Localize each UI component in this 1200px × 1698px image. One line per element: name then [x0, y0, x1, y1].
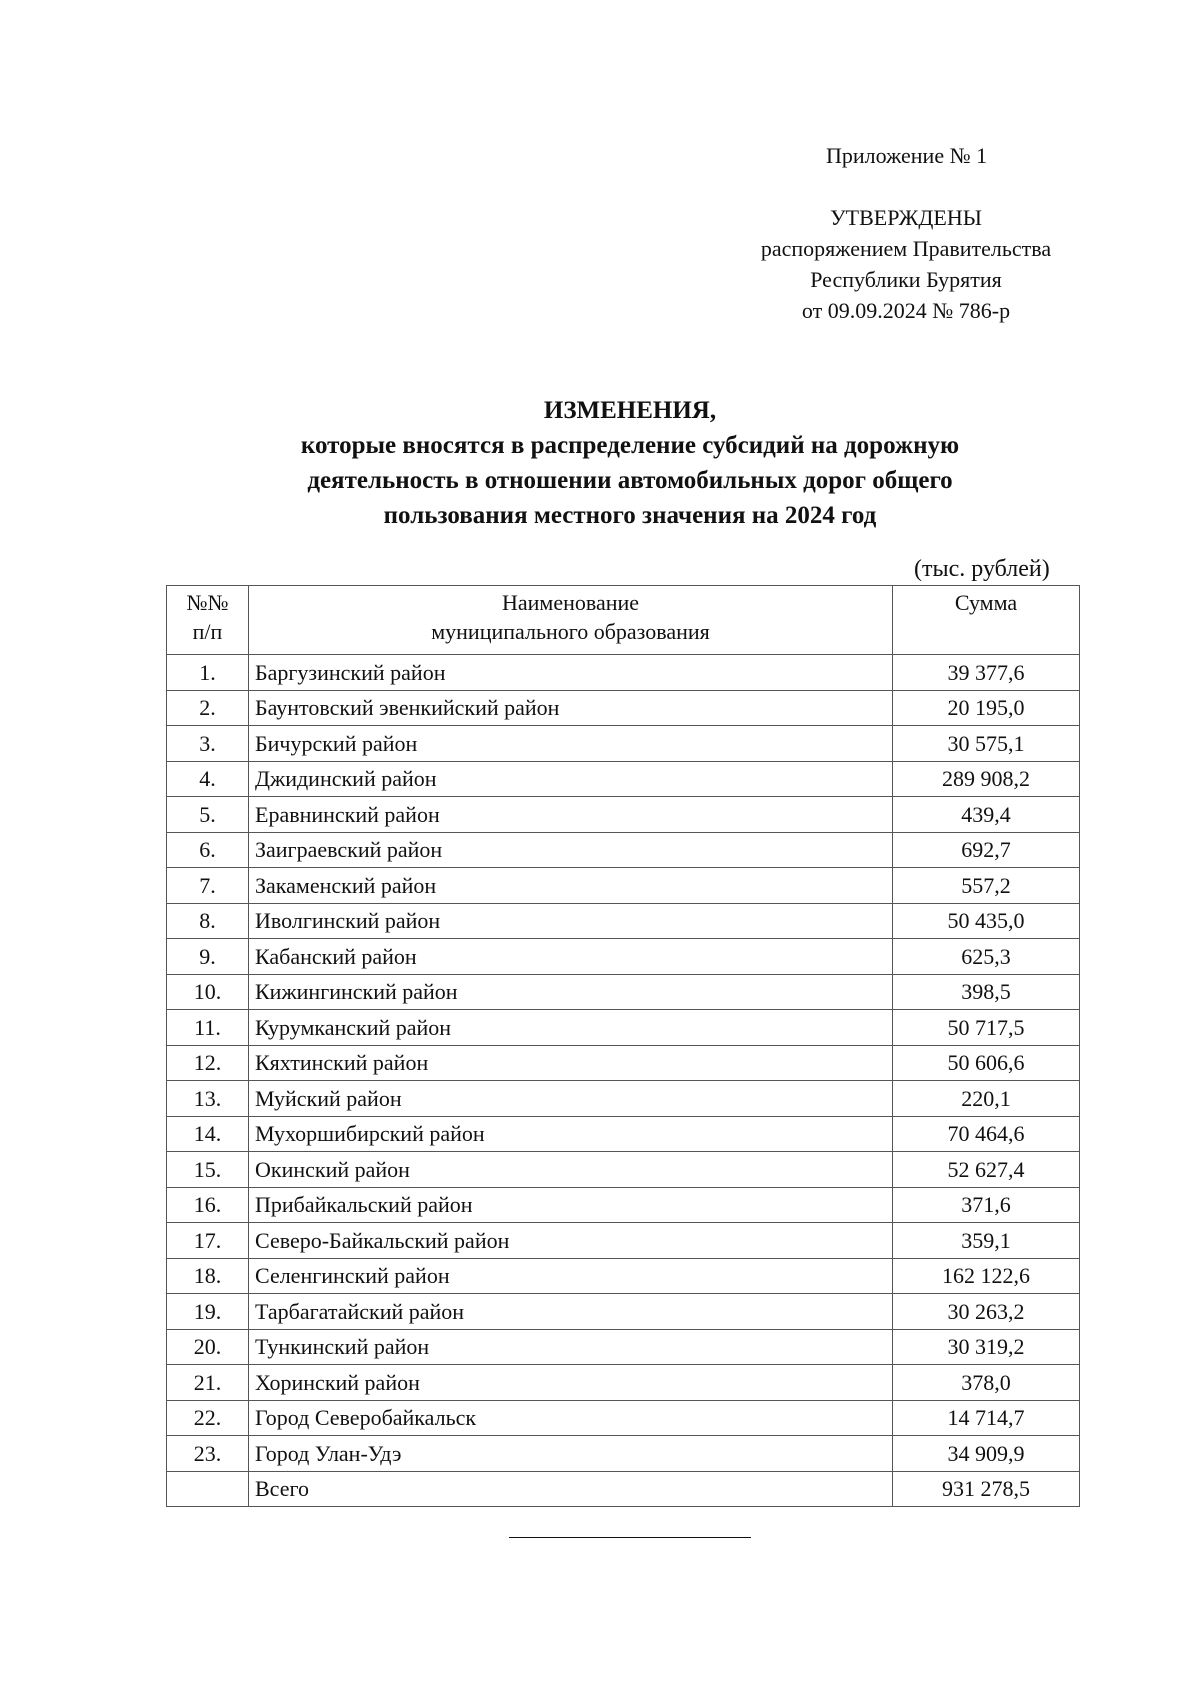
row-municipality: Мухоршибирский район — [249, 1116, 893, 1152]
order-date-number: от 09.09.2024 № 786-р — [801, 298, 1011, 323]
table-row — [167, 974, 1080, 1010]
row-number: 3. — [167, 726, 249, 762]
row-number: 2. — [167, 690, 249, 726]
table-row — [167, 1436, 1080, 1472]
table-row — [167, 1258, 1080, 1294]
table-row — [167, 1294, 1080, 1330]
row-sum: 30 319,2 — [893, 1329, 1080, 1365]
row-number: 13. — [167, 1081, 249, 1117]
appendix-label: Приложение № 1 — [826, 143, 988, 168]
row-number: 8. — [167, 903, 249, 939]
row-municipality: Баунтовский эвенкийский район — [249, 690, 893, 726]
row-municipality: Заиграевский район — [249, 832, 893, 868]
row-number: 5. — [167, 797, 249, 833]
order-label: распоряжением Правительства — [760, 236, 1052, 261]
row-sum: 70 464,6 — [893, 1116, 1080, 1152]
row-municipality: Город Северобайкальск — [249, 1400, 893, 1436]
table-row — [167, 939, 1080, 975]
column-header-number — [167, 586, 249, 655]
row-municipality: Окинский район — [249, 1152, 893, 1188]
row-sum: 50 717,5 — [893, 1010, 1080, 1046]
table-row — [167, 726, 1080, 762]
table-row — [167, 1329, 1080, 1365]
table-row — [167, 1365, 1080, 1401]
row-sum: 625,3 — [893, 939, 1080, 975]
row-municipality: Еравнинский район — [249, 797, 893, 833]
row-municipality: Кяхтинский район — [249, 1045, 893, 1081]
row-sum: 14 714,7 — [893, 1400, 1080, 1436]
row-municipality: Тункинский район — [249, 1329, 893, 1365]
row-sum: 439,4 — [893, 797, 1080, 833]
total-number-cell — [167, 1471, 249, 1507]
row-number: 23. — [167, 1436, 249, 1472]
row-number: 7. — [167, 868, 249, 904]
document-title — [170, 393, 1090, 533]
total-sum: 931 278,5 — [893, 1471, 1080, 1507]
row-sum: 20 195,0 — [893, 690, 1080, 726]
row-number: 9. — [167, 939, 249, 975]
title-line-2: которые вносятся в распределение субсидий на дорожную — [300, 432, 960, 459]
row-number: 6. — [167, 832, 249, 868]
row-municipality: Город Улан-Удэ — [249, 1436, 893, 1472]
column-header-name-line2: муниципального образования — [431, 619, 710, 644]
row-municipality: Северо-Байкальский район — [249, 1223, 893, 1259]
table-row — [167, 761, 1080, 797]
table-row — [167, 1400, 1080, 1436]
row-number: 10. — [167, 974, 249, 1010]
row-number: 14. — [167, 1116, 249, 1152]
row-number: 11. — [167, 1010, 249, 1046]
row-number: 15. — [167, 1152, 249, 1188]
row-municipality: Муйский район — [249, 1081, 893, 1117]
total-row — [167, 1471, 1080, 1507]
row-municipality: Кижингинский район — [249, 974, 893, 1010]
table-row — [167, 1045, 1080, 1081]
title-line-4: пользования местного значения на 2024 год — [383, 502, 877, 529]
closing-rule — [509, 1537, 751, 1538]
row-number: 17. — [167, 1223, 249, 1259]
row-sum: 50 435,0 — [893, 903, 1080, 939]
row-sum: 30 263,2 — [893, 1294, 1080, 1330]
subsidy-table — [166, 585, 1080, 1507]
row-sum: 378,0 — [893, 1365, 1080, 1401]
table-row — [167, 1081, 1080, 1117]
title-line-3: деятельность в отношении автомобильных дорог общего — [307, 467, 953, 494]
row-municipality: Тарбагатайский район — [249, 1294, 893, 1330]
units-label: (тыс. рублей) — [914, 556, 1050, 582]
row-sum: 34 909,9 — [893, 1436, 1080, 1472]
row-number: 4. — [167, 761, 249, 797]
row-municipality: Баргузинский район — [249, 655, 893, 691]
row-municipality: Иволгинский район — [249, 903, 893, 939]
row-municipality: Селенгинский район — [249, 1258, 893, 1294]
table-row — [167, 690, 1080, 726]
row-number: 1. — [167, 655, 249, 691]
row-number: 18. — [167, 1258, 249, 1294]
row-number: 20. — [167, 1329, 249, 1365]
row-municipality: Прибайкальский район — [249, 1187, 893, 1223]
table-row — [167, 1116, 1080, 1152]
row-number: 22. — [167, 1400, 249, 1436]
column-header-name — [249, 586, 893, 655]
table-row — [167, 868, 1080, 904]
table-row — [167, 832, 1080, 868]
row-sum: 39 377,6 — [893, 655, 1080, 691]
row-sum: 162 122,6 — [893, 1258, 1080, 1294]
row-municipality: Хоринский район — [249, 1365, 893, 1401]
row-sum: 371,6 — [893, 1187, 1080, 1223]
approved-label: УТВЕРЖДЕНЫ — [830, 205, 982, 230]
row-sum: 557,2 — [893, 868, 1080, 904]
column-header-sum: Сумма — [893, 586, 1080, 655]
row-municipality: Бичурский район — [249, 726, 893, 762]
title-line-1: ИЗМЕНЕНИЯ, — [543, 397, 717, 424]
row-number: 16. — [167, 1187, 249, 1223]
column-header-name-line1: Наименование — [501, 590, 640, 615]
republic-label: Республики Бурятия — [810, 267, 1002, 292]
row-municipality: Джидинский район — [249, 761, 893, 797]
row-number: 21. — [167, 1365, 249, 1401]
row-municipality: Закаменский район — [249, 868, 893, 904]
row-number: 19. — [167, 1294, 249, 1330]
table-row — [167, 1152, 1080, 1188]
approval-block — [700, 202, 1112, 326]
row-sum: 52 627,4 — [893, 1152, 1080, 1188]
table-row — [167, 1223, 1080, 1259]
table-row — [167, 1187, 1080, 1223]
row-sum: 692,7 — [893, 832, 1080, 868]
row-sum: 220,1 — [893, 1081, 1080, 1117]
table-row — [167, 655, 1080, 691]
row-sum: 359,1 — [893, 1223, 1080, 1259]
row-municipality: Кабанский район — [249, 939, 893, 975]
row-number: 12. — [167, 1045, 249, 1081]
column-header-number-line2: п/п — [192, 619, 223, 644]
table-row — [167, 903, 1080, 939]
row-sum: 50 606,6 — [893, 1045, 1080, 1081]
total-label: Всего — [249, 1471, 893, 1507]
table-row — [167, 797, 1080, 833]
table-row — [167, 1010, 1080, 1046]
row-municipality: Курумканский район — [249, 1010, 893, 1046]
table-header-row — [167, 586, 1080, 655]
row-sum: 398,5 — [893, 974, 1080, 1010]
column-header-number-line1: №№ — [186, 590, 229, 615]
row-sum: 30 575,1 — [893, 726, 1080, 762]
row-sum: 289 908,2 — [893, 761, 1080, 797]
